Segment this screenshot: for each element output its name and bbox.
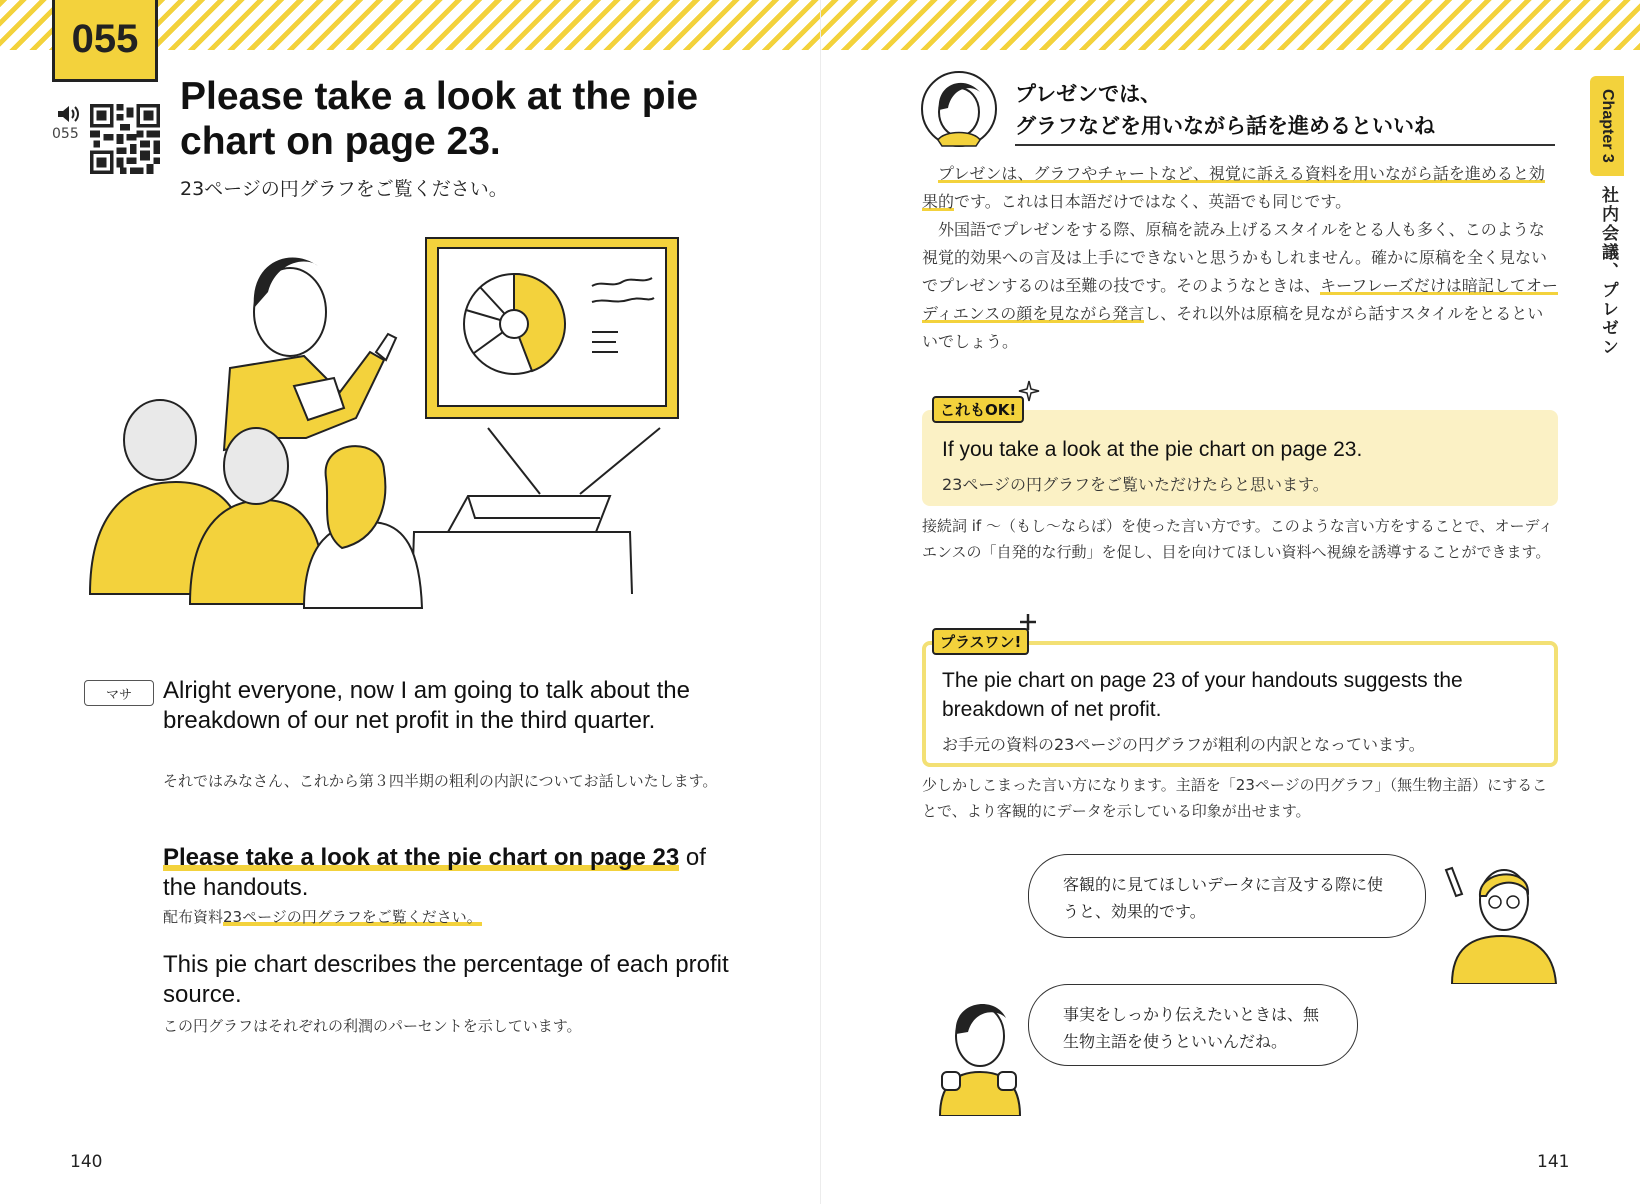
ok-label: これもOK! bbox=[932, 396, 1024, 423]
dialogue-line-2-ja bbox=[163, 904, 733, 931]
phrase-title: Please take a look at the pie chart on page 23. bbox=[180, 75, 699, 163]
dialogue-line-2-rest: of the handouts. bbox=[163, 844, 706, 901]
qr-code-icon[interactable] bbox=[90, 104, 160, 174]
dialogue-line-2-ja-pre: 配布資料 bbox=[163, 908, 224, 926]
dialogue-line-2-ja-highlight: 23ページの円グラフをご覧ください。 bbox=[223, 908, 482, 926]
dialogue-line-3-ja: この円グラフはそれぞれの利潤のパーセントを示しています。 bbox=[163, 1017, 582, 1035]
audience-figures bbox=[90, 400, 422, 608]
chapter-text: Chapter 3 bbox=[1599, 89, 1616, 163]
character-face-icon bbox=[920, 68, 998, 150]
teacher-figure bbox=[1432, 856, 1562, 984]
pie-chart-icon bbox=[464, 274, 565, 374]
para1-rest: です。これは日本語だけではなく、英語でも同じです。 bbox=[954, 192, 1352, 211]
dialogue-line-3-en: This pie chart describes the percentage of each profit source. bbox=[163, 951, 729, 1008]
plus-icon bbox=[1018, 612, 1038, 632]
para1-highlight: プレゼンは、グラフやチャートなど、視覚に訴える資料を用いながら話を進めると効果的 bbox=[922, 164, 1545, 211]
para2-highlight: キーフレーズだけは暗記してオーディエンスの顔を見ながら発言 bbox=[922, 276, 1558, 323]
ok-phrase-ja: 23ページの円グラフをご覧いただけたらと思います。 bbox=[942, 475, 1329, 494]
book-spine bbox=[820, 0, 821, 1204]
ok-note: 接続詞 if ～（もし～ならば）を使った言い方です。このような言い方をすることで、オーディエンスの「自発的な行動」を促し、目を向けてほしい資料へ視線を誘導することができます。 bbox=[922, 517, 1554, 561]
plus-one-note: 少しかしこまった言い方になります。主語を「23ページの円グラフ」（無生物主語）にすることで、より客観的にデータを示している印象が出せます。 bbox=[922, 776, 1548, 820]
masa-figure bbox=[934, 988, 1024, 1116]
heading-line-2: グラフなどを用いながら話を進めるといいね bbox=[1015, 114, 1435, 138]
phrase-title-translation: 23ページの円グラフをご覧ください。 bbox=[180, 178, 508, 200]
chapter-label bbox=[1590, 76, 1624, 176]
explanation-text bbox=[922, 160, 1558, 356]
plus-one-phrase-en: The pie chart on page 23 of your handouts suggests the breakdown of net profit. bbox=[942, 669, 1463, 721]
presentation-illustration bbox=[80, 232, 700, 632]
speech-bubble-masa: 事実をしっかり伝えたいときは、無生物主語を使うといいんだね。 bbox=[1028, 984, 1358, 1066]
speech-bubble-teacher: 客観的に見てほしいデータに言及する際に使うと、効果的です。 bbox=[1028, 854, 1426, 938]
page-number-left: 140 bbox=[70, 1152, 103, 1172]
ok-phrase-en: If you take a look at the pie chart on page 23. bbox=[942, 438, 1363, 461]
heading-divider bbox=[1015, 144, 1555, 146]
audio-track-number: 055 bbox=[52, 126, 79, 142]
para2-rest: し、それ以外は原稿を見ながら話すスタイルをとるといいでしょう。 bbox=[922, 304, 1544, 351]
presenter-figure bbox=[224, 258, 396, 450]
dialogue-line-1-en: Alright everyone, now I am going to talk about the breakdown of our net profit in the third quarter. bbox=[163, 677, 690, 734]
section-heading bbox=[1015, 78, 1435, 142]
section-label: 社内会議、プレゼン bbox=[1598, 186, 1618, 357]
dialogue-line-2-en bbox=[163, 843, 733, 903]
key-phrase: Please take a look at the pie chart on page 23 bbox=[163, 844, 680, 871]
projector-icon bbox=[412, 428, 660, 594]
page-number-right: 141 bbox=[1537, 1152, 1570, 1172]
dialogue-line-1-ja: それではみなさん、これから第３四半期の粗利の内訳についてお話しいたします。 bbox=[163, 772, 718, 790]
phrase-number-badge bbox=[52, 0, 158, 82]
sparkle-icon bbox=[1018, 380, 1040, 402]
para2-pre: 外国語でプレゼンをする際、原稿を読み上げるスタイルをとる人も多く、このような視覚的効果への言及は上手にできないと思うかもしれません。確かに原稿を全く見ないでプレゼンするのは至難の技です。そのようなときは、 bbox=[922, 220, 1547, 295]
heading-line-1: プレゼンでは、 bbox=[1015, 82, 1162, 106]
plus-one-phrase-ja: お手元の資料の23ページの円グラフが粗利の内訳となっています。 bbox=[942, 735, 1425, 754]
speaker-icon bbox=[56, 104, 82, 124]
plus-one-label: プラスワン! bbox=[932, 628, 1029, 655]
phrase-number: 055 bbox=[71, 17, 139, 61]
speaker-name-tag: マサ bbox=[84, 680, 154, 706]
